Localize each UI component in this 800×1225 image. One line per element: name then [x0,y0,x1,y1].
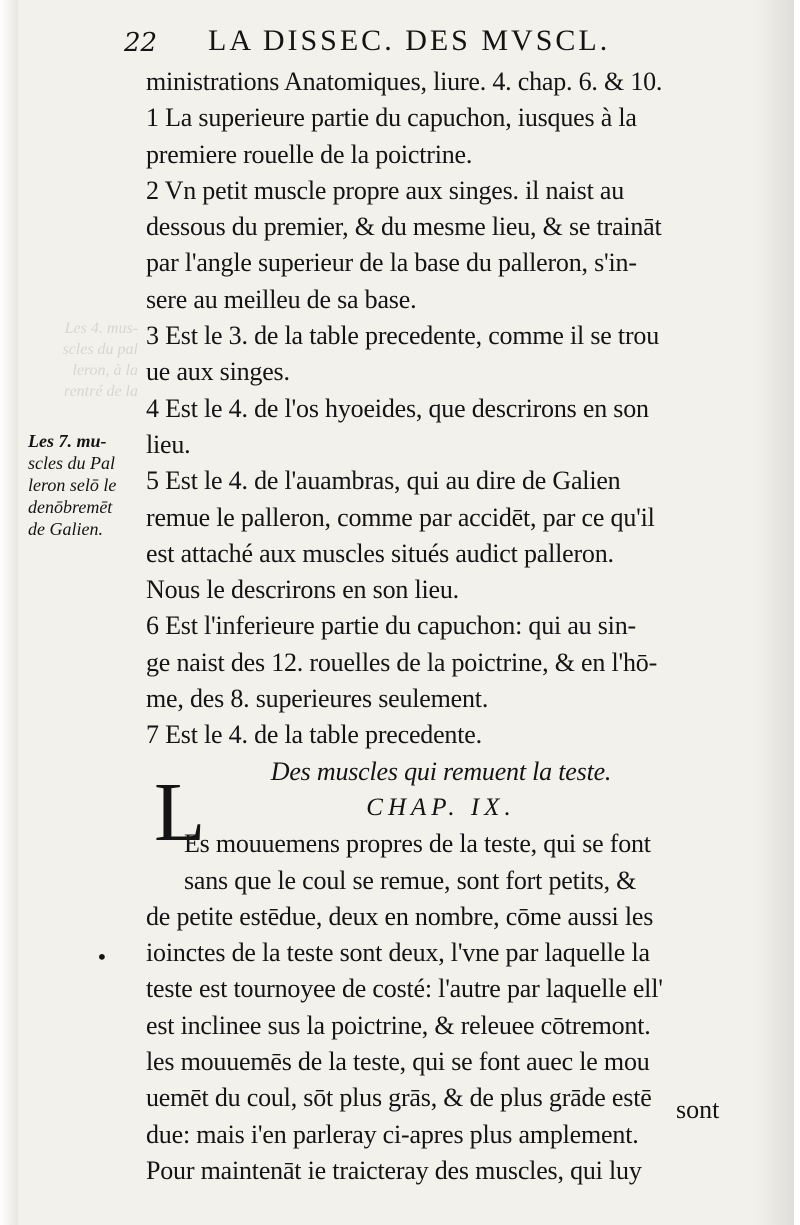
text-line: uemēt du coul, sōt plus grās, & de plus grāde estē [146,1083,652,1113]
page-edge [0,0,18,1225]
text-line: est attaché aux muscles situés audict palleron. [146,538,614,568]
text-line: sere au meilleu de sa base. [146,284,417,314]
text-line: Pour maintenāt ie traicteray des muscles, qui luy [146,1155,642,1185]
text-line: par l'angle superieur de la base du palleron, s'in- [146,248,637,278]
text-line: ue aux singes. [146,357,290,387]
chapter-title: Des muscles qui remuent la teste. [270,756,612,786]
bleed-through-line: scles du pal [62,341,138,358]
bleed-through [28,318,138,402]
text-line: ge naist des 12. rouelles de la poictrine, & en l'hō- [146,647,658,677]
catchword: sont [676,1095,720,1124]
text-line: 1 La superieure partie du capuchon, iusques à la [146,103,637,133]
text-line: ministrations Anatomiques, liure. 4. chap. 6. & 10. [146,67,663,96]
text-line: ioinctes de la teste sont deux, l'vne par laquelle la [146,938,650,968]
running-head: LA DISSEC. DES MVSCL. [208,24,611,57]
text-line: Es mouuemens propres de la teste, qui se font [184,829,651,859]
text-line: 2 Vn petit muscle propre aux singes. il naist au [146,175,625,205]
margin-dash-mark: • [96,945,108,969]
body-text [146,64,736,1189]
text-line: remue le palleron, comme par accidēt, par ce qu'il [146,502,655,532]
text-line: me, des 8. superieures seulement. [146,684,489,714]
text-line: lieu. [146,429,191,459]
margin-note-line: leron selō le [28,475,117,495]
drop-cap: L [154,766,206,859]
margin-note-line: scles du Pal [28,453,115,473]
chapter-number: CHAP. IX. [366,793,516,821]
text-line: dessous du premier, & du mesme lieu, & se traināt [146,212,662,242]
text-line: les mouuemēs de la teste, qui se font auec le mou [146,1047,650,1077]
margin-note-line: denōbremēt [28,497,113,517]
text-line: Nous le descrirons en son lieu. [146,575,459,605]
text-line: teste est tournoyee de costé: l'autre par laquelle ell' [146,974,663,1004]
text-line: sans que le coul se remue, sont fort petits, & [184,865,637,895]
text-line: 5 Est le 4. de l'auambras, qui au dire de Galien [146,466,621,496]
bleed-through-line: leron, à la [72,362,138,379]
text-line: due: mais i'en parleray ci-apres plus amplement. [146,1119,639,1149]
text-line: est inclinee sus la poictrine, & releuee cōtremont. [146,1010,651,1040]
page-shadow [754,0,794,1225]
text-line: 6 Est l'inferieure partie du capuchon: qui au sin- [146,611,636,641]
margin-note-line: Les 7. mu- [28,431,107,451]
text-line: 4 Est le 4. de l'os hyoeides, que descrirons en son [146,393,649,423]
text-line: 3 Est le 3. de la table precedente, comme il se trou [146,321,660,351]
text-line: 7 Est le 4. de la table precedente. [146,720,482,750]
margin-note-line: de Galien. [28,519,103,539]
page-number: 22 [124,28,158,58]
bleed-through-line: Les 4. mus- [64,320,138,337]
bleed-through-line: rentré de la [63,383,138,400]
text-line: premiere rouelle de la poictrine. [146,139,473,169]
text-line: de petite estēdue, deux en nombre, cōme aussi les [146,901,654,931]
margin-note [28,430,140,540]
page-header [124,20,684,62]
